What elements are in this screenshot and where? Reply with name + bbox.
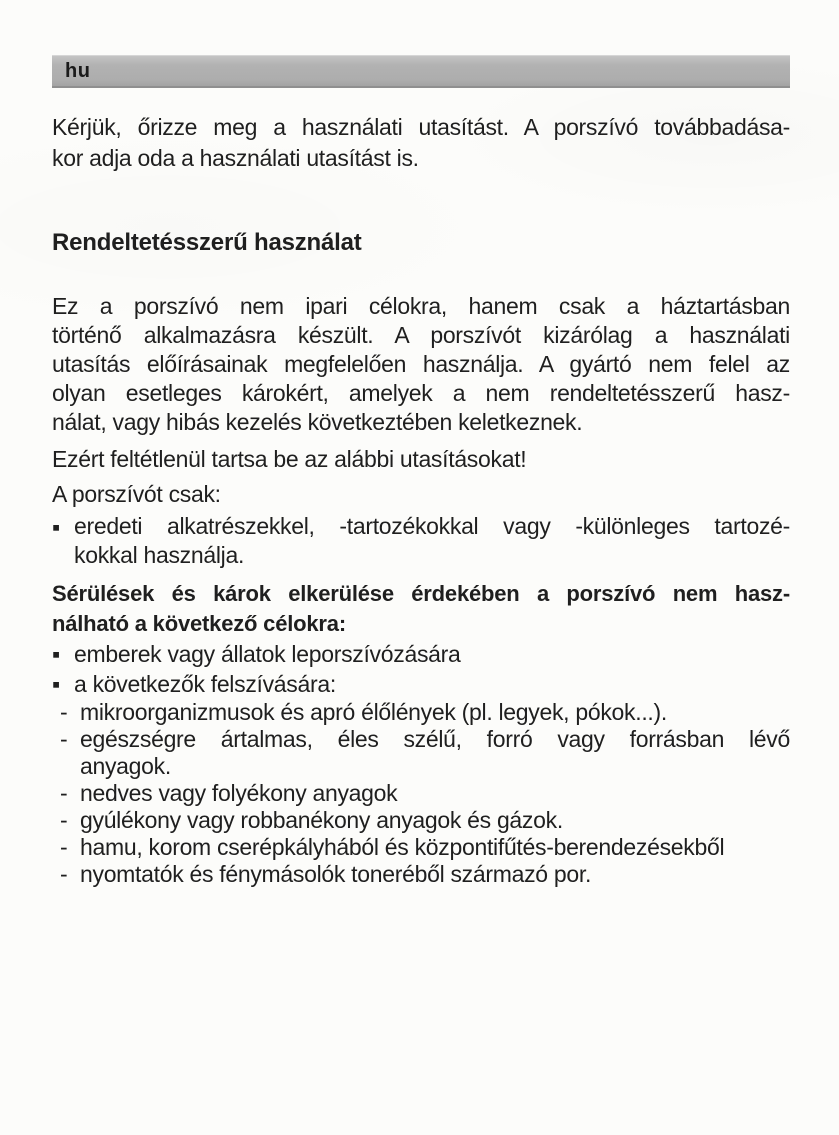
- usage-line: Ez a porszívó nem ipari célokra, hanem csak a háztartásban: [52, 293, 790, 319]
- usage-line: nálat, vagy hibás kezelés következtében keletkeznek.: [52, 409, 583, 435]
- usage-paragraph: [52, 292, 790, 437]
- list-item-line: nedves vagy folyékony anyagok: [80, 780, 398, 806]
- list-item: [52, 512, 790, 570]
- list-item-body: [80, 780, 790, 807]
- intro-line: kor adja oda a használati utasítást is.: [52, 145, 419, 171]
- list-item-line: hamu, korom cserépkályhából és központifűtés-berendezésekből: [80, 834, 725, 860]
- list-item: [60, 861, 790, 888]
- list-item-line: anyagok.: [80, 753, 171, 779]
- language-header-bar: [52, 55, 790, 88]
- list-item-body: emberek vagy állatok leporszívózására: [74, 641, 461, 667]
- list-item-line: egészségre ártalmas, éles szélű, forró vagy forrásban lévő: [80, 726, 790, 752]
- list-item-body: [74, 512, 790, 570]
- warning-heading: [52, 579, 790, 639]
- list-item: [52, 669, 790, 699]
- only-use-intro: A porszívót csak:: [52, 481, 221, 507]
- list-item: [60, 834, 790, 861]
- section-title: Rendeltetésszerű használat: [52, 229, 362, 256]
- square-bullet-marker: ▪: [52, 514, 60, 540]
- list-item: [60, 807, 790, 834]
- list-item-line: eredeti alkatrészekkel, -tartozékokkal vagy -különleges tartozé-: [74, 513, 790, 539]
- warning-line: Sérülések és károk elkerülése érdekében a porszívó nem hasz-: [52, 581, 790, 606]
- forbidden-materials-list: [52, 699, 790, 888]
- usage-line: utasítás előírásainak megfelelően használja. A gyártó nem felel az: [52, 351, 790, 377]
- list-item-body: [80, 726, 790, 780]
- list-item-body: [80, 861, 790, 888]
- warning-line: nálható a következő célokra:: [52, 611, 346, 636]
- language-code-label: hu: [65, 59, 91, 82]
- dash-marker: -: [60, 834, 68, 860]
- dash-marker: -: [60, 699, 68, 725]
- dash-marker: -: [60, 861, 68, 887]
- note-paragraph: Ezért feltétlenül tartsa be az alábbi utasításokat!: [52, 446, 527, 472]
- square-bullet-marker: ▪: [52, 671, 60, 697]
- page-content: [52, 112, 790, 888]
- usage-line: olyan esetleges károkért, amelyek a nem rendeltetésszerű hasz-: [52, 380, 790, 406]
- list-item: [52, 639, 790, 669]
- list-item-line: kokkal használja.: [74, 542, 245, 568]
- intro-line: Kérjük, őrizze meg a használati utasítást. A porszívó továbbadása-: [52, 114, 790, 140]
- list-item-body: [80, 699, 790, 726]
- intro-paragraph: [52, 112, 790, 174]
- list-item: [60, 780, 790, 807]
- list-item-body: [80, 834, 790, 861]
- forbidden-uses-list: [52, 639, 790, 699]
- dash-marker: -: [60, 726, 68, 752]
- list-item: [60, 726, 790, 780]
- list-item-line: nyomtatók és fénymásolók toneréből származó por.: [80, 861, 592, 887]
- list-item-line: mikroorganizmusok és apró élőlények (pl. legyek, pókok...).: [80, 699, 667, 725]
- list-item-body: a következők felszívására:: [74, 671, 336, 697]
- dash-marker: -: [60, 780, 68, 806]
- square-bullet-marker: ▪: [52, 641, 60, 667]
- list-item: [60, 699, 790, 726]
- list-item-body: [80, 807, 790, 834]
- usage-line: történő alkalmazásra készült. A porszívót kizárólag a használati: [52, 322, 790, 348]
- dash-marker: -: [60, 807, 68, 833]
- list-item-line: gyúlékony vagy robbanékony anyagok és gázok.: [80, 807, 563, 833]
